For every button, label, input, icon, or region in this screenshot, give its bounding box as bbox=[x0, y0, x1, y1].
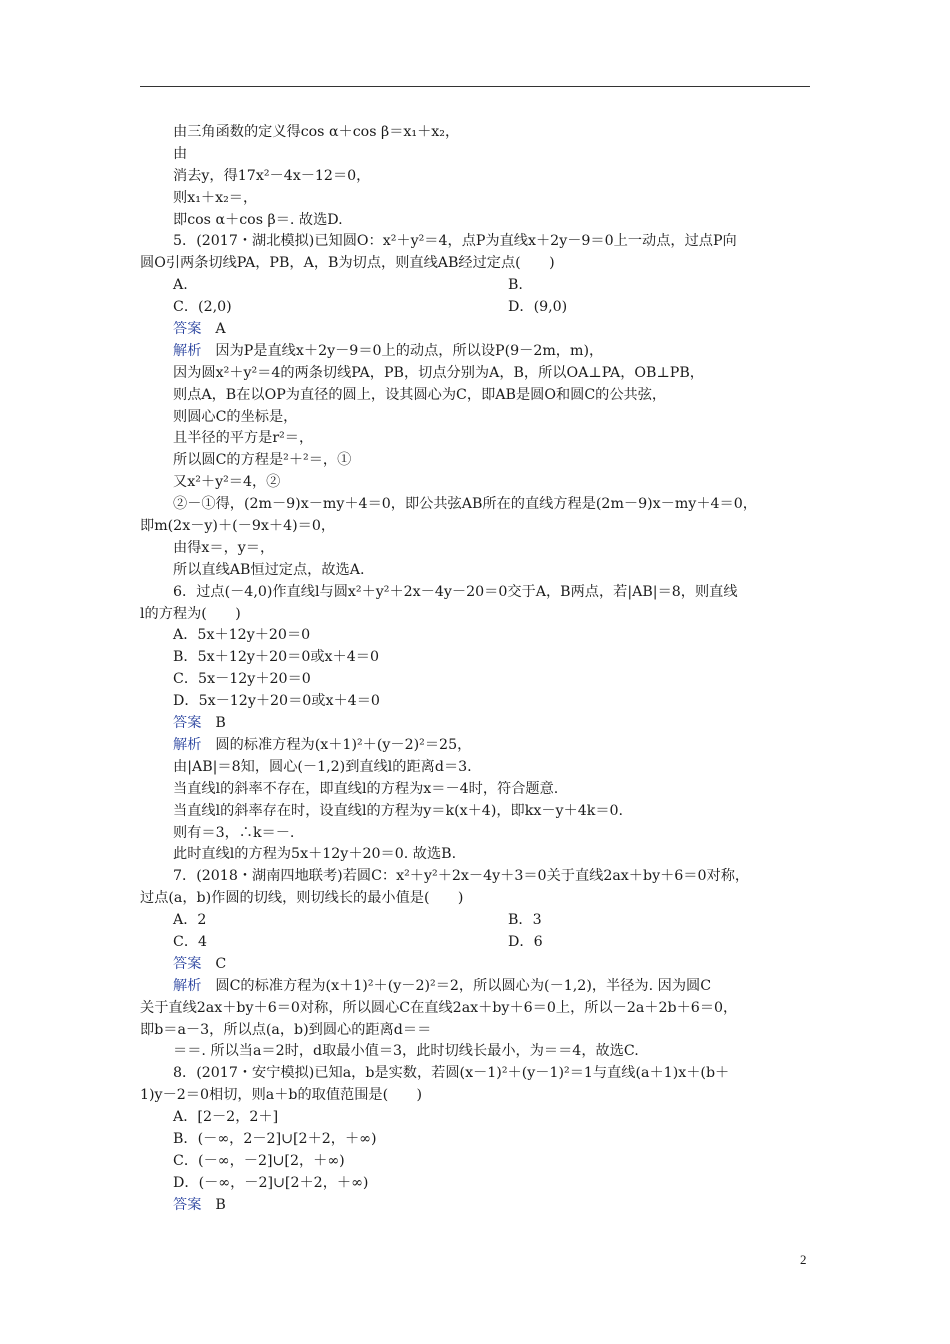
text-line: 由 bbox=[173, 145, 188, 162]
answer-line bbox=[140, 319, 812, 341]
answer-label: 答案 bbox=[173, 715, 202, 732]
answer-label: 答案 bbox=[173, 321, 202, 338]
answer-value: C bbox=[215, 955, 227, 972]
option-a: A. bbox=[173, 277, 188, 294]
analysis-label: 解析 bbox=[173, 977, 202, 994]
question-6-stem: 6．过点(－4,0)作直线l与圆x²＋y²＋2x－4y－20＝0交于A，B两点，若|AB|＝8，则直线 bbox=[173, 583, 738, 600]
answer-value: B bbox=[215, 715, 226, 732]
question-7-stem-cont: 过点(a，b)作圆的切线，则切线长的最小值是( ) bbox=[140, 890, 464, 907]
question-5-stem: 5．(2017・湖北模拟)已知圆O：x²＋y²＝4，点P为直线x＋2y－9＝0上一动点，过点P向 bbox=[173, 233, 737, 250]
answer-value: B bbox=[215, 1196, 226, 1213]
option-c: C．4 bbox=[173, 933, 208, 950]
option-b: B．5x＋12y＋20＝0或x＋4＝0 bbox=[173, 649, 379, 666]
option-d: D．5x－12y＋20＝0或x＋4＝0 bbox=[173, 693, 380, 710]
analysis-line bbox=[140, 735, 812, 757]
option-b: B．3 bbox=[508, 912, 542, 929]
text-line: 由三角函数的定义得cos α＋cos β＝x₁＋x₂， bbox=[173, 124, 460, 140]
text-line: 即cos α＋cos β＝. 故选D. bbox=[173, 211, 343, 228]
text-line: ＝＝. 所以当a＝2时，d取最小值＝3，此时切线长最小，为＝＝4，故选C. bbox=[173, 1043, 639, 1060]
text-line: 且半径的平方是r²＝， bbox=[173, 430, 314, 447]
document-body bbox=[140, 122, 812, 1217]
text-line: 关于直线2ax＋by＋6＝0对称，所以圆心C在直线2ax＋by＋6＝0上，所以－2a＋2b＋6＝0， bbox=[140, 999, 738, 1016]
option-d: D．(9,0) bbox=[508, 299, 568, 316]
question-8-stem: 8．(2017・安宁模拟)已知a，b是实数，若圆(x－1)²＋(y－1)²＝1与直线(a＋1)x＋(b＋ bbox=[173, 1065, 730, 1082]
question-5-options-row2 bbox=[140, 297, 812, 319]
analysis-line bbox=[140, 976, 812, 998]
analysis-label: 解析 bbox=[173, 342, 202, 359]
answer-line bbox=[140, 954, 812, 976]
question-8-stem-cont: 1)y－2＝0相切，则a＋b的取值范围是( ) bbox=[140, 1087, 423, 1104]
answer-label: 答案 bbox=[173, 1196, 202, 1213]
text-line: 则有＝3，∴k＝－. bbox=[173, 824, 295, 841]
question-7-options-row2 bbox=[140, 932, 812, 954]
analysis-line bbox=[140, 341, 812, 363]
text-line: 由|AB|＝8知，圆心(－1,2)到直线l的距离d＝3. bbox=[173, 758, 472, 775]
analysis-label: 解析 bbox=[173, 736, 202, 753]
text-line: 当直线l的斜率存在时，设直线l的方程为y＝k(x＋4)，即kx－y＋4k＝0. bbox=[173, 802, 624, 819]
option-c: C．(2,0) bbox=[173, 299, 232, 316]
text-line: 消去y，得17x²－4x－12＝0， bbox=[173, 167, 371, 184]
analysis-text: 因为P是直线x＋2y－9＝0上的动点，所以设P(9－2m，m)， bbox=[215, 342, 604, 359]
text-line: 则圆心C的坐标是， bbox=[173, 408, 298, 425]
option-c: C．(－∞，－2]∪[2，＋∞) bbox=[173, 1152, 345, 1169]
text-line: 即b＝a－3，所以点(a，b)到圆心的距离d＝＝ bbox=[140, 1021, 432, 1038]
text-line: 所以圆C的方程是²＋²＝，① bbox=[173, 452, 352, 469]
text-line: 则x₁＋x₂＝， bbox=[173, 189, 258, 206]
text-line: 当直线l的斜率不存在，即直线l的方程为x＝－4时，符合题意. bbox=[173, 780, 559, 797]
option-b: B. bbox=[508, 277, 523, 294]
header-rule bbox=[140, 86, 810, 87]
option-a: A．2 bbox=[173, 912, 207, 929]
text-line: 又x²＋y²＝4，② bbox=[173, 474, 281, 491]
answer-line bbox=[140, 713, 812, 735]
answer-label: 答案 bbox=[173, 955, 202, 972]
answer-value: A bbox=[215, 321, 226, 338]
option-a: A．5x＋12y＋20＝0 bbox=[173, 627, 311, 644]
option-a: A．[2－2，2＋] bbox=[173, 1109, 279, 1126]
text-line: 所以直线AB恒过定点，故选A. bbox=[173, 561, 365, 578]
page-number: 2 bbox=[800, 1252, 807, 1267]
text-line: ②－①得，(2m－9)x－my＋4＝0，即公共弦AB所在的直线方程是(2m－9)x－my＋4＝0， bbox=[173, 496, 757, 513]
option-d: D．(－∞，－2]∪[2＋2，＋∞) bbox=[173, 1174, 369, 1191]
text-line: 由得x＝，y＝， bbox=[173, 539, 275, 556]
option-b: B．(－∞，2－2]∪[2＋2，＋∞) bbox=[173, 1130, 377, 1147]
question-5-stem-cont: 圆O引两条切线PA，PB，A，B为切点，则直线AB经过定点( ) bbox=[140, 255, 555, 272]
question-7-stem: 7．(2018・湖南四地联考)若圆C：x²＋y²＋2x－4y＋3＝0关于直线2ax＋by＋6＝0对称， bbox=[173, 868, 750, 885]
option-d: D．6 bbox=[508, 933, 543, 950]
analysis-text: 圆的标准方程为(x＋1)²＋(y－2)²＝25， bbox=[215, 736, 472, 753]
text-line: 则点A，B在以OP为直径的圆上，设其圆心为C，即AB是圆O和圆C的公共弦， bbox=[173, 386, 667, 403]
question-6-stem-cont: l的方程为( ) bbox=[140, 605, 241, 622]
answer-line bbox=[140, 1195, 812, 1217]
text-line: 此时直线l的方程为5x＋12y＋20＝0. 故选B. bbox=[173, 846, 457, 863]
question-7-options-row1 bbox=[140, 910, 812, 932]
question-5-options-row1 bbox=[140, 275, 812, 297]
text-line: 即m(2x－y)＋(－9x＋4)＝0， bbox=[140, 518, 336, 535]
text-line: 因为圆x²＋y²＝4的两条切线PA，PB，切点分别为A，B，所以OA⊥PA，OB⊥PB， bbox=[173, 364, 704, 381]
option-c: C．5x－12y＋20＝0 bbox=[173, 671, 311, 688]
analysis-text: 圆C的标准方程为(x＋1)²＋(y－2)²＝2，所以圆心为(－1,2)，半径为. 因为圆C bbox=[215, 977, 712, 994]
